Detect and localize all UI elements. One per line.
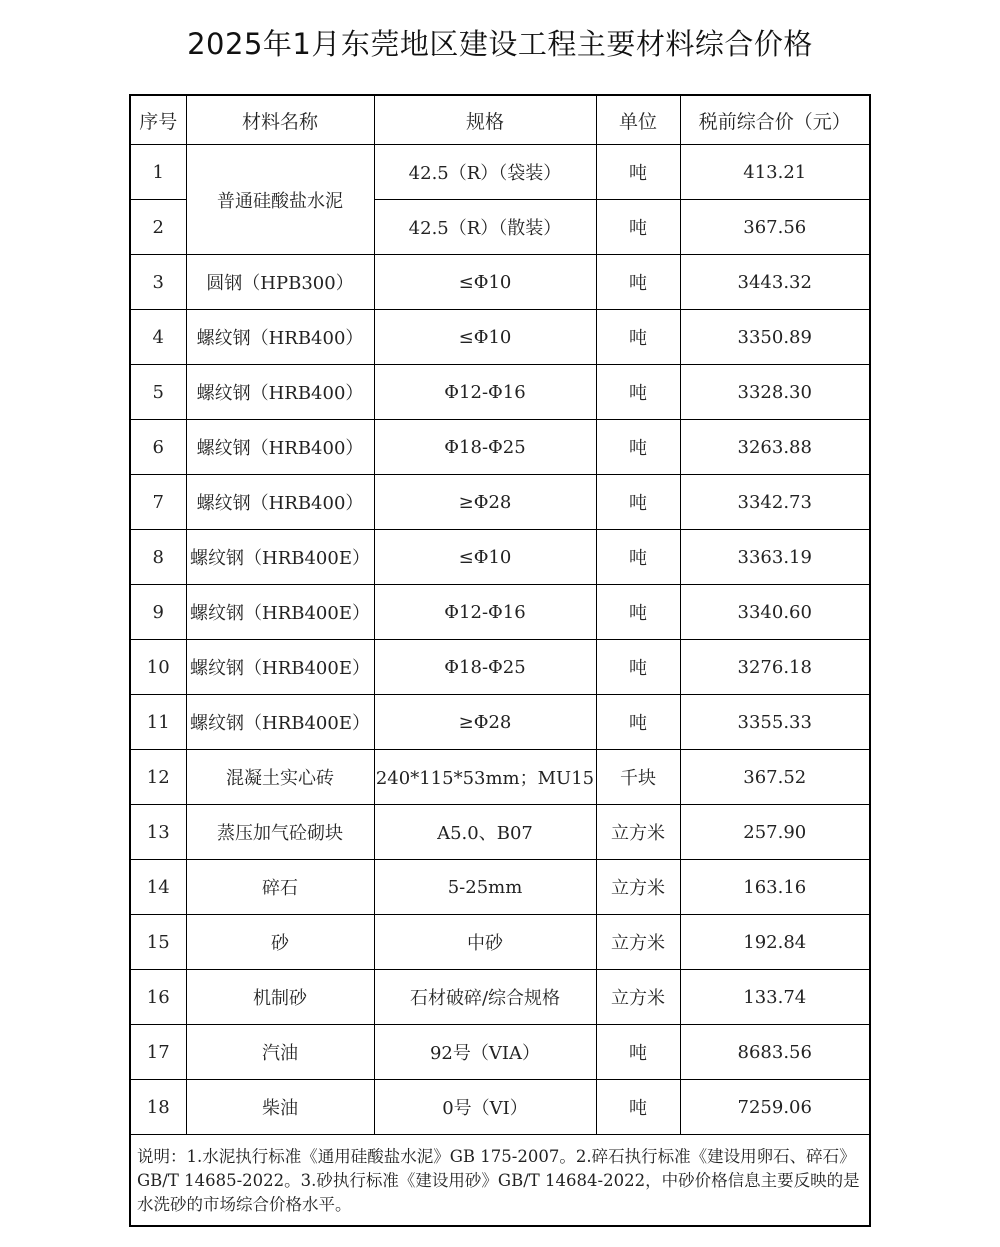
table-row [130, 970, 870, 1025]
material-unit: 吨 [596, 695, 680, 750]
header-cell-price: 税前综合价（元） [680, 95, 870, 145]
header-cell-index: 序号 [130, 95, 186, 145]
row-index: 3 [130, 255, 186, 310]
material-spec: 42.5（R）（散装） [374, 200, 596, 255]
material-unit: 吨 [596, 475, 680, 530]
material-spec: 92号（VIA） [374, 1025, 596, 1080]
material-price: 3328.30 [680, 365, 870, 420]
table-row [130, 310, 870, 365]
material-name: 螺纹钢（HRB400） [186, 420, 374, 475]
row-index: 14 [130, 860, 186, 915]
table-header-row [130, 95, 870, 145]
row-index: 5 [130, 365, 186, 420]
material-spec: 中砂 [374, 915, 596, 970]
material-name: 普通硅酸盐水泥 [186, 145, 374, 255]
material-name: 螺纹钢（HRB400E） [186, 530, 374, 585]
table-row [130, 1080, 870, 1135]
material-unit: 吨 [596, 1080, 680, 1135]
material-unit: 吨 [596, 585, 680, 640]
table-row [130, 695, 870, 750]
table-row [130, 475, 870, 530]
material-unit: 吨 [596, 200, 680, 255]
material-price: 367.52 [680, 750, 870, 805]
material-name: 螺纹钢（HRB400E） [186, 640, 374, 695]
table-row [130, 530, 870, 585]
material-unit: 吨 [596, 1025, 680, 1080]
table-row [130, 420, 870, 475]
material-spec: Φ12-Φ16 [374, 365, 596, 420]
material-price: 3263.88 [680, 420, 870, 475]
row-index: 10 [130, 640, 186, 695]
material-name: 汽油 [186, 1025, 374, 1080]
material-price: 413.21 [680, 145, 870, 200]
table-row [130, 805, 870, 860]
row-index: 12 [130, 750, 186, 805]
material-spec: 42.5（R）（袋装） [374, 145, 596, 200]
material-price: 3443.32 [680, 255, 870, 310]
material-unit: 吨 [596, 420, 680, 475]
material-price: 3355.33 [680, 695, 870, 750]
table-row [130, 750, 870, 805]
material-price: 3340.60 [680, 585, 870, 640]
material-spec: 石材破碎/综合规格 [374, 970, 596, 1025]
material-spec: 5-25mm [374, 860, 596, 915]
material-name: 砂 [186, 915, 374, 970]
price-table [129, 94, 871, 1227]
row-index: 1 [130, 145, 186, 200]
material-name: 碎石 [186, 860, 374, 915]
material-spec: ≥Φ28 [374, 695, 596, 750]
table-row [130, 365, 870, 420]
material-unit: 立方米 [596, 915, 680, 970]
material-spec: Φ18-Φ25 [374, 640, 596, 695]
material-price: 133.74 [680, 970, 870, 1025]
material-unit: 吨 [596, 310, 680, 365]
row-index: 11 [130, 695, 186, 750]
material-unit: 立方米 [596, 805, 680, 860]
header-cell-spec: 规格 [374, 95, 596, 145]
material-spec: ≤Φ10 [374, 255, 596, 310]
material-spec: 240*115*53mm；MU15 [374, 750, 596, 805]
row-index: 8 [130, 530, 186, 585]
header-cell-unit: 单位 [596, 95, 680, 145]
material-price: 3350.89 [680, 310, 870, 365]
material-unit: 吨 [596, 365, 680, 420]
material-unit: 吨 [596, 530, 680, 585]
note-row [130, 1135, 870, 1227]
material-spec: ≥Φ28 [374, 475, 596, 530]
row-index: 9 [130, 585, 186, 640]
material-name: 螺纹钢（HRB400） [186, 365, 374, 420]
table-row [130, 640, 870, 695]
row-index: 7 [130, 475, 186, 530]
material-price: 3276.18 [680, 640, 870, 695]
row-index: 4 [130, 310, 186, 365]
row-index: 13 [130, 805, 186, 860]
material-unit: 立方米 [596, 970, 680, 1025]
material-price: 3342.73 [680, 475, 870, 530]
material-name: 混凝土实心砖 [186, 750, 374, 805]
row-index: 16 [130, 970, 186, 1025]
table-row [130, 585, 870, 640]
material-name: 机制砂 [186, 970, 374, 1025]
material-spec: Φ12-Φ16 [374, 585, 596, 640]
material-spec: Φ18-Φ25 [374, 420, 596, 475]
material-price: 3363.19 [680, 530, 870, 585]
material-unit: 吨 [596, 255, 680, 310]
header-cell-material: 材料名称 [186, 95, 374, 145]
material-price: 367.56 [680, 200, 870, 255]
material-unit: 吨 [596, 145, 680, 200]
material-price: 257.90 [680, 805, 870, 860]
material-spec: ≤Φ10 [374, 310, 596, 365]
material-spec: 0号（VI） [374, 1080, 596, 1135]
material-name: 蒸压加气砼砌块 [186, 805, 374, 860]
material-price: 7259.06 [680, 1080, 870, 1135]
row-index: 15 [130, 915, 186, 970]
material-name: 圆钢（HPB300） [186, 255, 374, 310]
page-title: 2025年1月东莞地区建设工程主要材料综合价格 [187, 27, 813, 61]
material-name: 螺纹钢（HRB400E） [186, 695, 374, 750]
row-index: 18 [130, 1080, 186, 1135]
row-index: 6 [130, 420, 186, 475]
footnote: 说明：1.水泥执行标准《通用硅酸盐水泥》GB 175-2007。2.碎石执行标准《建设用卵石、碎石》GB/T 14685-2022。3.砂执行标准《建设用砂》GB/T 14684-2022，中砂价格信息主要反映的是水洗砂的市场综合价格水平。 [130, 1135, 870, 1227]
material-name: 柴油 [186, 1080, 374, 1135]
material-price: 192.84 [680, 915, 870, 970]
material-price: 163.16 [680, 860, 870, 915]
table-row [130, 915, 870, 970]
material-price: 8683.56 [680, 1025, 870, 1080]
material-name: 螺纹钢（HRB400） [186, 475, 374, 530]
material-spec: ≤Φ10 [374, 530, 596, 585]
table-row [130, 255, 870, 310]
material-spec: A5.0、B07 [374, 805, 596, 860]
material-unit: 吨 [596, 640, 680, 695]
row-index: 2 [130, 200, 186, 255]
table-row [130, 1025, 870, 1080]
material-name: 螺纹钢（HRB400E） [186, 585, 374, 640]
table-row [130, 860, 870, 915]
material-unit: 千块 [596, 750, 680, 805]
table-row [130, 145, 870, 200]
material-name: 螺纹钢（HRB400） [186, 310, 374, 365]
material-unit: 立方米 [596, 860, 680, 915]
row-index: 17 [130, 1025, 186, 1080]
